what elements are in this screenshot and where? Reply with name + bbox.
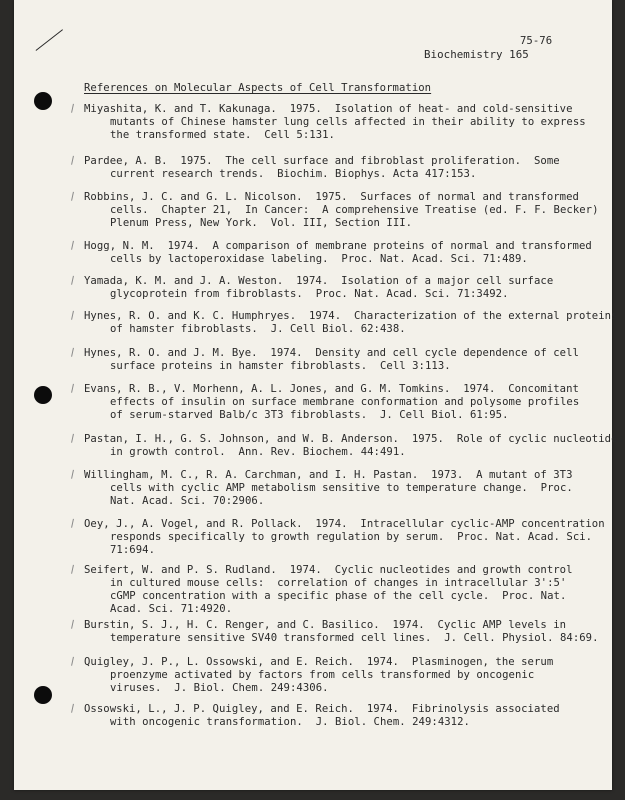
reference-entry <box>84 310 618 336</box>
checkmark-icon <box>71 519 76 528</box>
reference-line: of hamster fibroblasts. J. Cell Biol. 62:438. <box>110 323 406 335</box>
reference-entry <box>84 240 592 266</box>
checkmark-icon <box>71 620 76 629</box>
reference-line: Acad. Sci. 71:4920. <box>110 603 233 615</box>
reference-entry <box>84 703 560 729</box>
reference-line: proenzyme activated by factors from cells transformed by oncogenic <box>110 669 535 681</box>
reference-line: cells. Chapter 21, In Cancer: A comprehensive Treatise (ed. F. F. Becker) <box>110 204 599 216</box>
reference-line: cells with cyclic AMP metabolism sensitive to temperature change. Proc. <box>110 482 573 494</box>
reference-entry <box>84 383 579 422</box>
checkmark-icon <box>71 470 76 479</box>
reference-line: Ossowski, L., J. P. Quigley, and E. Reich. 1974. Fibrinolysis associated <box>84 703 560 715</box>
reference-line: temperature sensitive SV40 transformed cell lines. J. Cell. Physiol. 84:69. <box>110 632 599 644</box>
reference-entry <box>84 564 573 616</box>
page-title: References on Molecular Aspects of Cell Transformation <box>84 82 432 94</box>
reference-line: Seifert, W. and P. S. Rudland. 1974. Cyclic nucleotides and growth control <box>84 564 573 576</box>
reference-line: glycoprotein from fibroblasts. Proc. Nat. Acad. Sci. 71:3492. <box>110 288 509 300</box>
checkmark-icon <box>71 276 76 285</box>
reference-line: effects of insulin on surface membrane conformation and polysome profiles <box>110 396 580 408</box>
punch-hole <box>34 92 52 110</box>
document-page <box>14 0 624 790</box>
reference-line: cGMP concentration with a specific phase of the cell cycle. Proc. Nat. <box>110 590 567 602</box>
reference-entry <box>84 469 573 508</box>
reference-line: Willingham, M. C., R. A. Carchman, and I. H. Pastan. 1973. A mutant of 3T3 <box>84 469 573 481</box>
reference-line: the transformed state. Cell 5:131. <box>110 129 335 141</box>
reference-line: Plenum Press, New York. Vol. III, Section III. <box>110 217 413 229</box>
reference-line: surface proteins in hamster fibroblasts. Cell 3:113. <box>110 360 451 372</box>
checkmark-icon <box>71 565 76 574</box>
reference-line: viruses. J. Biol. Chem. 249:4306. <box>110 682 329 694</box>
pencil-mark <box>36 29 64 51</box>
reference-line: cells by lactoperoxidase labeling. Proc. Nat. Acad. Sci. 71:489. <box>110 253 528 265</box>
reference-line: Hynes, R. O. and K. C. Humphryes. 1974. Characterization of the external proteins <box>84 310 618 322</box>
reference-line: Hynes, R. O. and J. M. Bye. 1974. Density and cell cycle dependence of cell <box>84 347 579 359</box>
punch-hole <box>34 386 52 404</box>
checkmark-icon <box>71 192 76 201</box>
reference-line: mutants of Chinese hamster lung cells affected in their ability to express <box>110 116 586 128</box>
checkmark-icon <box>71 311 76 320</box>
reference-line: Oey, J., A. Vogel, and R. Pollack. 1974. Intracellular cyclic-AMP concentration <box>84 518 605 530</box>
reference-line: Burstin, S. J., H. C. Renger, and C. Basilico. 1974. Cyclic AMP levels in <box>84 619 567 631</box>
checkmark-icon <box>71 384 76 393</box>
reference-entry <box>84 656 553 695</box>
course-title: Biochemistry 165 <box>424 48 529 61</box>
reference-line: with oncogenic transformation. J. Biol. Chem. 249:4312. <box>110 716 470 728</box>
reference-line: in growth control. Ann. Rev. Biochem. 44:491. <box>110 446 406 458</box>
reference-line: Pardee, A. B. 1975. The cell surface and fibroblast proliferation. Some <box>84 155 560 167</box>
reference-line: in cultured mouse cells: correlation of changes in intracellular 3':5' <box>110 577 567 589</box>
reference-entry <box>84 347 579 373</box>
reference-entry <box>84 275 553 301</box>
reference-entry <box>84 191 599 230</box>
checkmark-icon <box>71 156 76 165</box>
reference-line: Miyashita, K. and T. Kakunaga. 1975. Isolation of heat- and cold-sensitive <box>84 103 573 115</box>
reference-entry <box>84 155 560 181</box>
reference-entry <box>84 619 599 645</box>
reference-entry <box>84 518 605 557</box>
reference-line: Pastan, I. H., G. S. Johnson, and W. B. Anderson. 1975. Role of cyclic nucleotides <box>84 433 624 445</box>
reference-line: of serum-starved Balb/c 3T3 fibroblasts. J. Cell Biol. 61:95. <box>110 409 509 421</box>
reference-line: Yamada, K. M. and J. A. Weston. 1974. Isolation of a major cell surface <box>84 275 554 287</box>
reference-line: Nat. Acad. Sci. 70:2906. <box>110 495 265 507</box>
reference-line: 71:694. <box>110 544 155 556</box>
punch-hole <box>34 686 52 704</box>
checkmark-icon <box>71 241 76 250</box>
reference-line: Quigley, J. P., L. Ossowski, and E. Reich. 1974. Plasminogen, the serum <box>84 656 554 668</box>
reference-entry <box>84 103 586 142</box>
reference-line: Robbins, J. C. and G. L. Nicolson. 1975. Surfaces of normal and transformed <box>84 191 579 203</box>
checkmark-icon <box>71 704 76 713</box>
checkmark-icon <box>71 434 76 443</box>
reference-line: Evans, R. B., V. Morhenn, A. L. Jones, and G. M. Tomkins. 1974. Concomitant <box>84 383 579 395</box>
checkmark-icon <box>71 348 76 357</box>
reference-line: Hogg, N. M. 1974. A comparison of membrane proteins of normal and transformed <box>84 240 592 252</box>
page-number: 75-76 <box>520 35 553 47</box>
reference-line: responds specifically to growth regulation by serum. Proc. Nat. Acad. Sci. <box>110 531 593 543</box>
reference-entry <box>84 433 624 459</box>
reference-line: current research trends. Biochim. Biophys. Acta 417:153. <box>110 168 477 180</box>
checkmark-icon <box>71 104 76 113</box>
checkmark-icon <box>71 657 76 666</box>
